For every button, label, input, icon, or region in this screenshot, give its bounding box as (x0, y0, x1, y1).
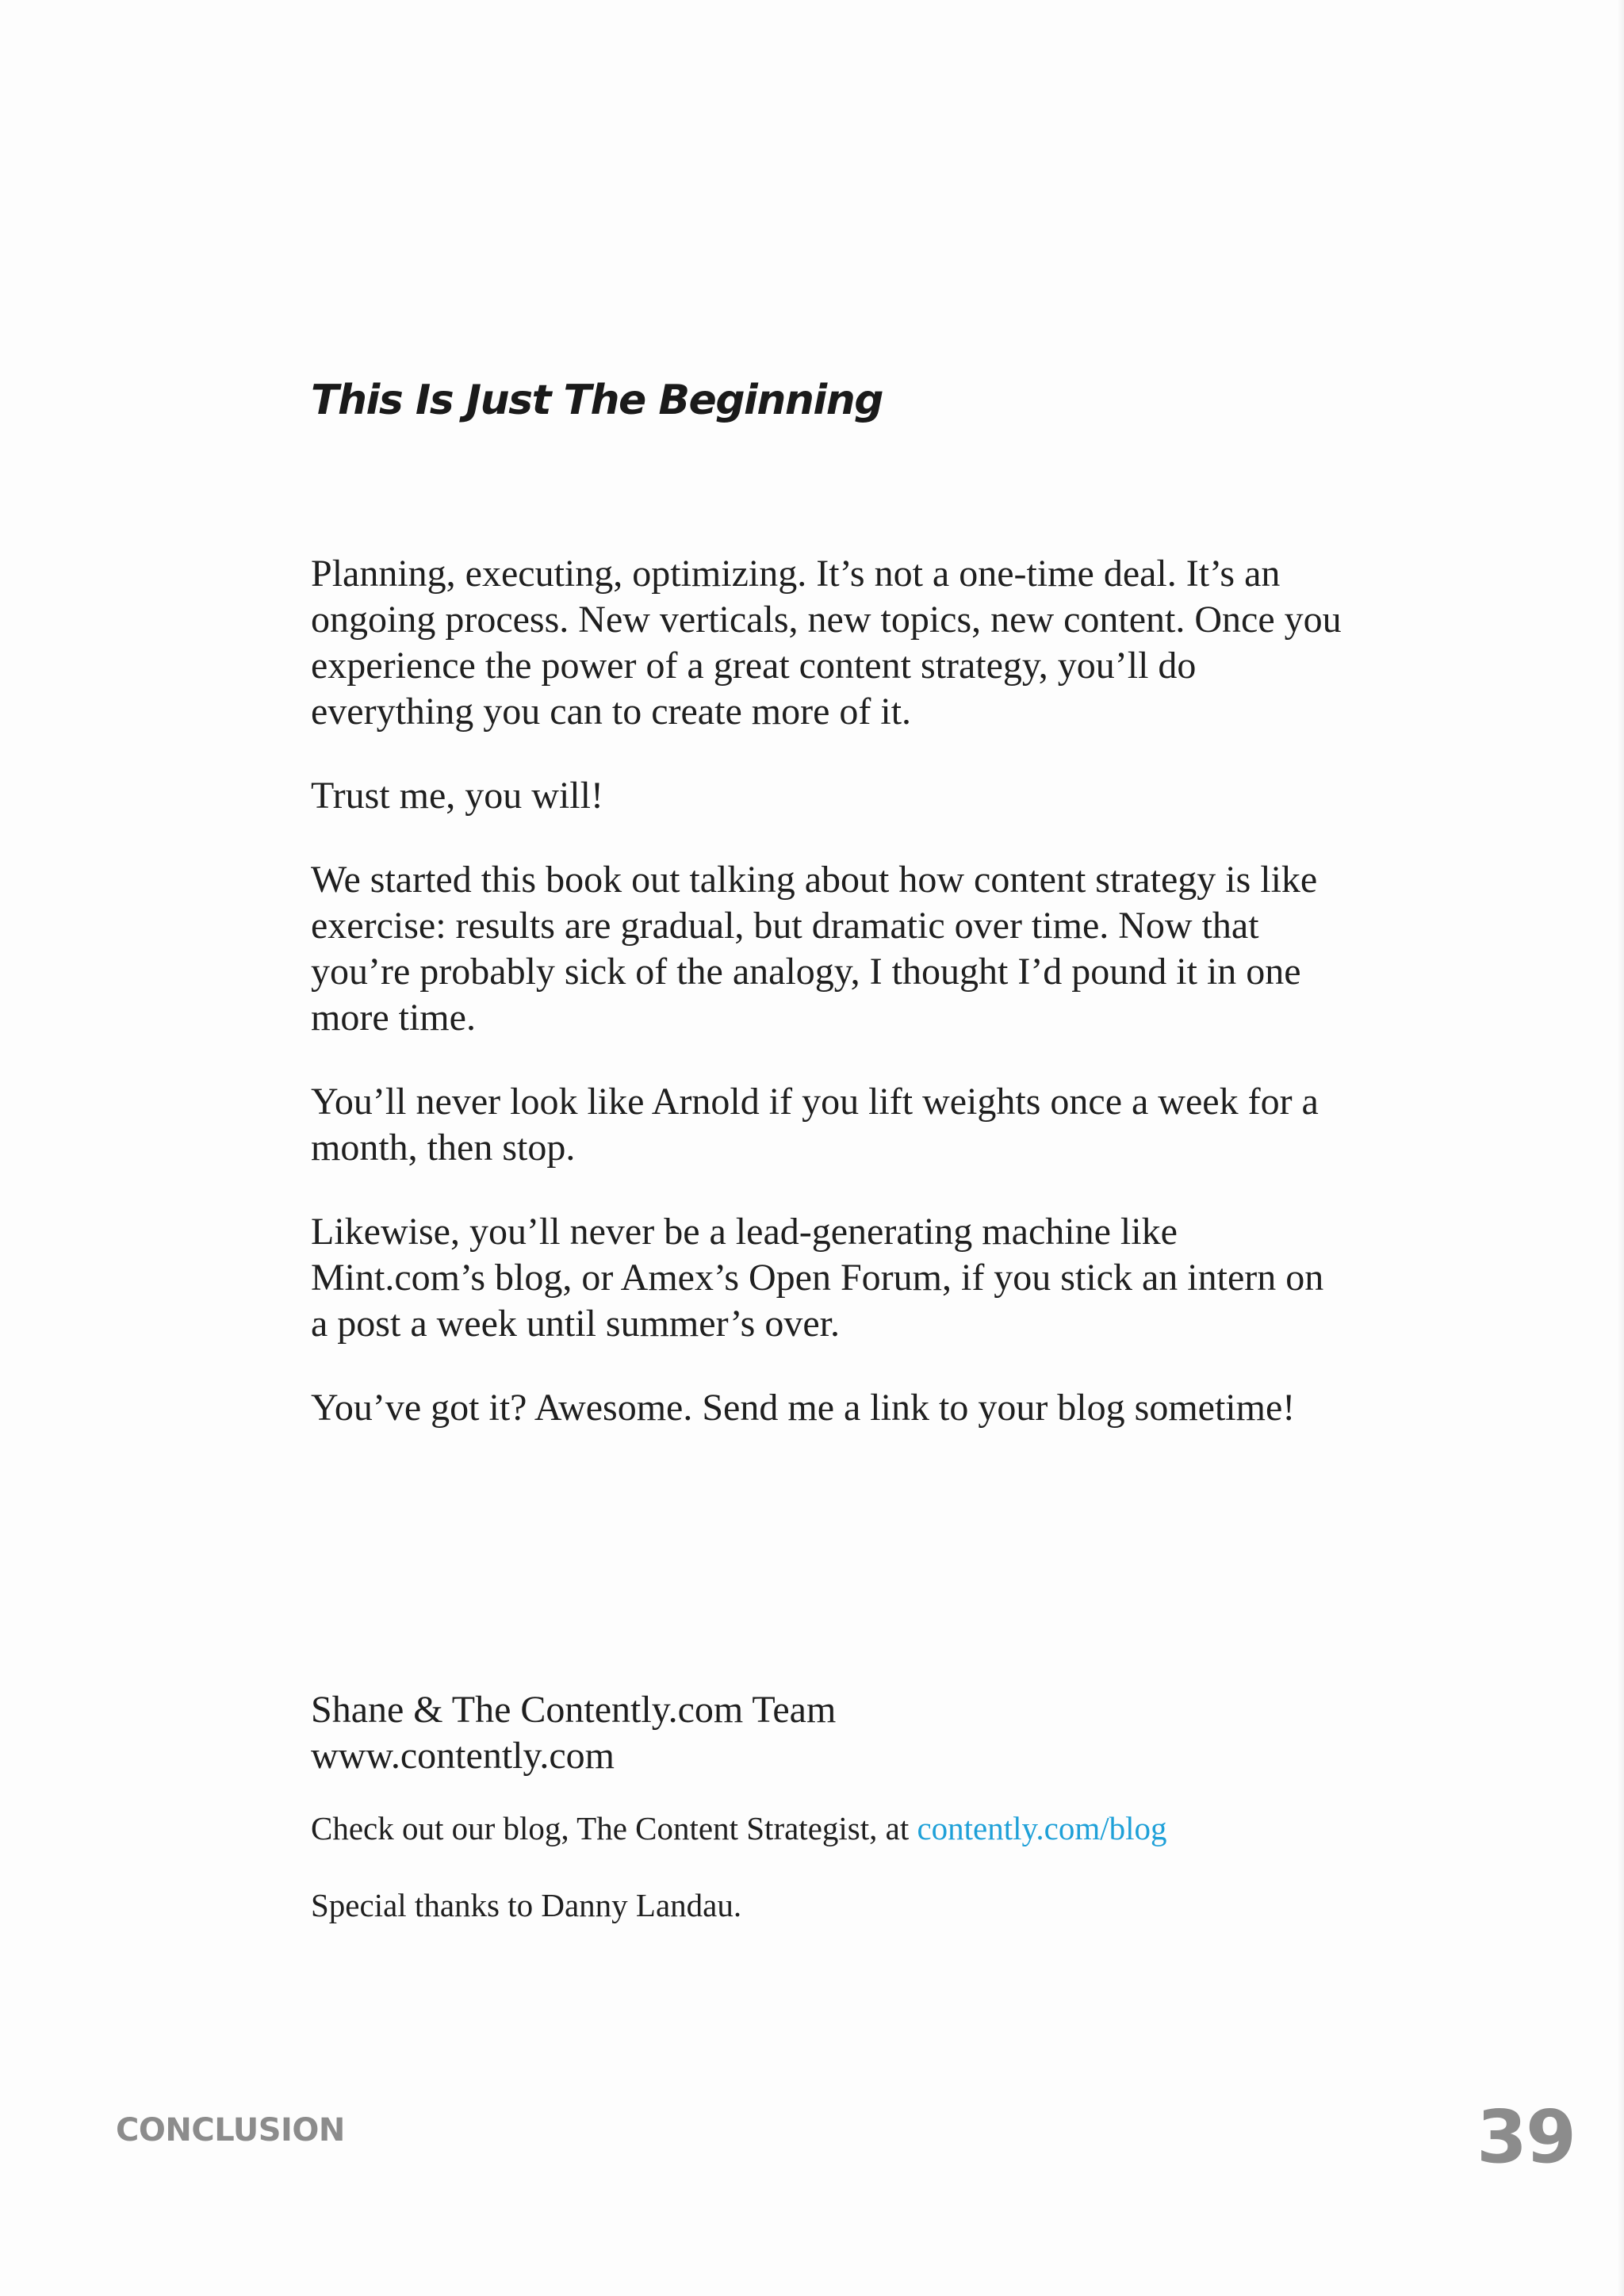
paragraph: Trust me, you will! (311, 775, 603, 817)
signoff-website: www.contently.com (311, 1735, 615, 1777)
signoff-name: Shane & The Contently.com Team (311, 1689, 837, 1731)
thanks-note: Special thanks to Danny Landau. (311, 1887, 742, 1923)
paragraph: You’ll never look like Arnold if you lift weights once a week for a month, then stop. (311, 1081, 1319, 1169)
page-edge (1618, 0, 1624, 2296)
blog-note (311, 1808, 1421, 1848)
page-heading: This Is Just The Beginning (311, 377, 883, 424)
blog-link[interactable]: contently.com/blog (917, 1810, 1167, 1846)
blog-note-text: Check out our blog, The Content Strategist, at (311, 1810, 917, 1846)
paragraph: Likewise, you’ll never be a lead-generating machine like Mint.com’s blog, or Amex’s Open Forum, if you stick an intern on a post a week until summer’s over. (311, 1211, 1324, 1345)
page-number: 39 (1476, 2095, 1575, 2179)
paragraph: We started this book out talking about how content strategy is like exercise: results are gradual, but dramatic over time. Now that you’re probably sick of the analogy, I thought I’d pound it in one more time. (311, 859, 1318, 1039)
signoff (311, 1687, 1421, 1925)
footer-section-label: CONCLUSION (116, 2112, 345, 2149)
paragraph: You’ve got it? Awesome. Send me a link to your blog sometime! (311, 1387, 1296, 1429)
body-text (311, 551, 1342, 1469)
paragraph: Planning, executing, optimizing. It’s not a one-time deal. It’s an ongoing process. New verticals, new topics, new content. Once you experience the power of a great content strategy, you’ll do everything you can to create more of it. (311, 553, 1342, 733)
